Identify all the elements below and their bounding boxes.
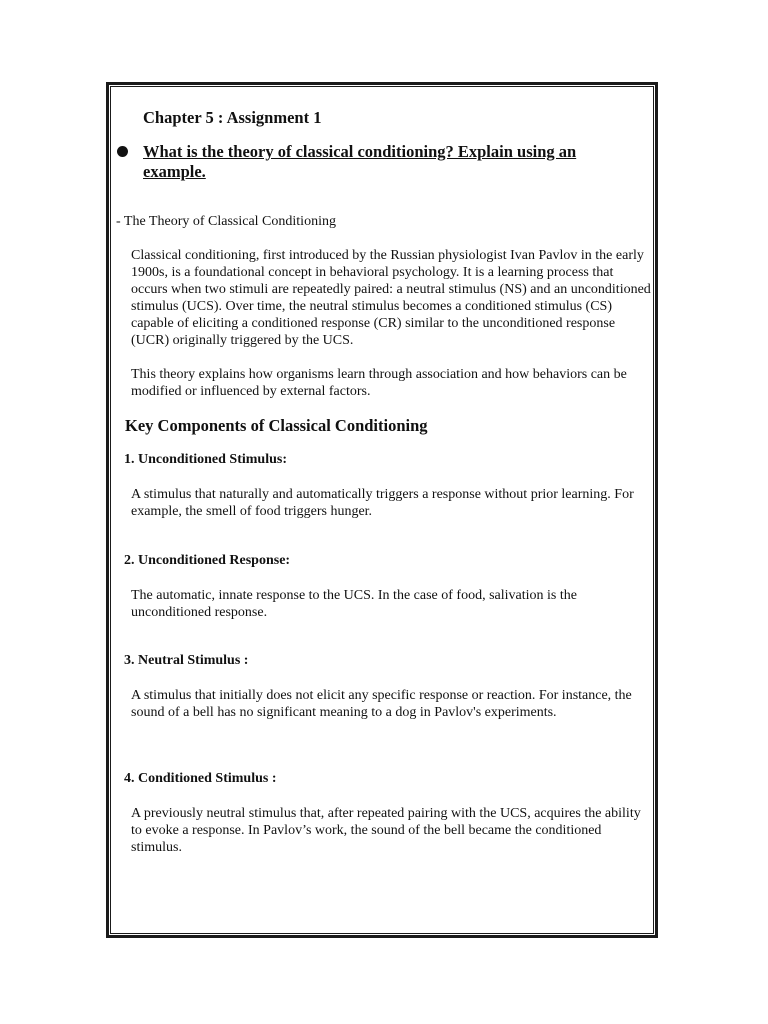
component-title: 1. Unconditioned Stimulus: <box>124 452 287 467</box>
question-heading: What is the theory of classical conditioning? Explain using an example. <box>143 142 577 181</box>
section-heading: Key Components of Classical Conditioning <box>125 416 428 435</box>
component-description: A stimulus that naturally and automatically triggers a response without prior learning. For example, the smell of food triggers hunger. <box>131 487 634 519</box>
theory-subheading: - The Theory of Classical Conditioning <box>116 214 336 229</box>
document-title: Chapter 5 : Assignment 1 <box>143 108 322 127</box>
summary-paragraph: This theory explains how organisms learn through association and how behaviors can be modified or influenced by external factors. <box>131 367 627 399</box>
component-title: 2. Unconditioned Response: <box>124 553 291 568</box>
bullet-icon <box>117 146 128 157</box>
component-title: 4. Conditioned Stimulus : <box>124 771 277 786</box>
component-title: 3. Neutral Stimulus : <box>124 653 249 668</box>
component-description: The automatic, innate response to the UCS. In the case of food, salivation is the unconditioned response. <box>131 588 577 620</box>
component-description: A stimulus that initially does not elicit any specific response or reaction. For instance, the sound of a bell has no significant meaning to a dog in Pavlov's experiments. <box>131 688 632 720</box>
intro-paragraph: Classical conditioning, first introduced by the Russian physiologist Ivan Pavlov in the early 1900s, is a foundational concept in behavioral psychology. It is a learning process that occurs when two stimuli are repeatedly paired: a neutral stimulus (NS) and an unconditioned stimulus (UCS). Over time, the neutral stimulus becomes a conditioned stimulus (CS) capable of eliciting a conditioned response (CR) similar to the unconditioned response (UCR) originally triggered by the UCS. <box>131 248 651 348</box>
component-description: A previously neutral stimulus that, after repeated pairing with the UCS, acquires the ability to evoke a response. In Pavlov’s work, the sound of the bell became the conditioned stimulus. <box>131 806 641 855</box>
